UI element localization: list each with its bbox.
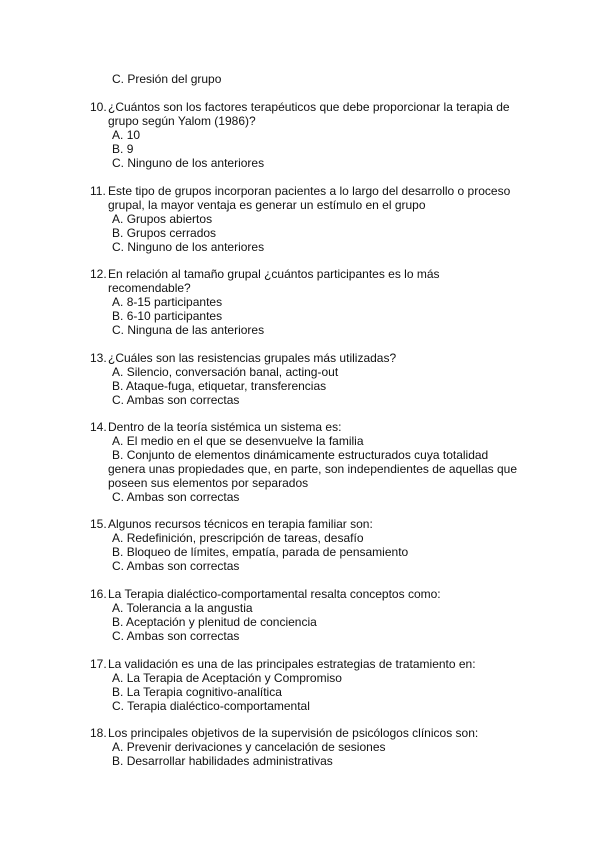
option-a: A. Tolerancia a la angustia	[112, 601, 253, 615]
option-c: C. Ambas son correctas	[112, 393, 240, 407]
option-c: C. Ambas son correctas	[112, 490, 240, 504]
question-13	[90, 351, 530, 407]
option-b: B. 6-10 participantes	[112, 309, 223, 323]
option-text: Presión del grupo	[127, 72, 222, 86]
question-number: 14.	[90, 420, 107, 434]
option-letter: C.	[112, 72, 124, 86]
question-number: 17.	[90, 657, 107, 671]
question-number: 16.	[90, 587, 107, 601]
question-15	[90, 517, 530, 573]
option-b: B. Ataque-fuga, etiquetar, transferencias	[112, 379, 327, 393]
question-stem: ¿Cuáles son las resistencias grupales más utilizadas?	[108, 351, 397, 365]
option-b: B. Bloqueo de límites, empatía, parada de pensamiento	[112, 545, 409, 559]
option-b: B. Conjunto de elementos dinámicamente estructurados cuya totalidad genera unas propiedades que, en parte, son independientes de aquellas que poseen sus elementos por separados	[108, 448, 517, 490]
option-b: B. Desarrollar habilidades administrativas	[112, 754, 333, 768]
option-a: A. Redefinición, prescripción de tareas, desafío	[112, 531, 364, 545]
option-c: C. Ambas son correctas	[112, 629, 240, 643]
question-16	[90, 587, 530, 643]
question-stem: La validación es una de las principales estrategias de tratamiento en:	[108, 657, 476, 671]
question-stem: Los principales objetivos de la supervisión de psicólogos clínicos son:	[108, 726, 479, 740]
question-number: 12.	[90, 267, 107, 281]
option-c: C. Ambas son correctas	[112, 559, 240, 573]
option-c: C. Terapia dialéctico-comportamental	[112, 699, 310, 713]
option-a: A. Grupos abiertos	[112, 212, 213, 226]
question-stem: Algunos recursos técnicos en terapia familiar son:	[108, 517, 373, 531]
option-b: B. Aceptación y plenitud de conciencia	[112, 615, 317, 629]
option-b: B. La Terapia cognitivo-analítica	[112, 685, 282, 699]
question-number: 18.	[90, 726, 107, 740]
question-stem: ¿Cuántos son los factores terapéuticos que debe proporcionar la terapia de grupo según Yalom (1986)?	[108, 100, 510, 128]
question-11	[90, 184, 530, 254]
option-a: A. 10	[112, 128, 141, 142]
question-10	[90, 100, 530, 170]
question-stem: Este tipo de grupos incorporan pacientes a lo largo del desarrollo o proceso grupal, la mayor ventaja es generar un estímulo en el grupo	[108, 184, 511, 212]
question-number: 13.	[90, 351, 107, 365]
question-18	[90, 726, 530, 768]
option-c: C. Ninguno de los anteriores	[112, 240, 265, 254]
option-c: C. Ninguno de los anteriores	[112, 156, 265, 170]
question-17	[90, 657, 530, 713]
question-stem: Dentro de la teoría sistémica un sistema es:	[108, 420, 342, 434]
option-a: A. El medio en el que se desenvuelve la familia	[112, 434, 364, 448]
option-b: B. 9	[112, 142, 134, 156]
question-14	[90, 420, 530, 504]
question-stem: La Terapia dialéctico-comportamental resalta conceptos como:	[108, 587, 441, 601]
option-a: A. Prevenir derivaciones y cancelación de sesiones	[112, 740, 386, 754]
question-12	[90, 267, 530, 337]
option-a: A. Silencio, conversación banal, acting-out	[112, 365, 339, 379]
question-number: 11.	[90, 184, 106, 198]
carryover-option	[112, 72, 221, 86]
option-a: A. La Terapia de Aceptación y Compromiso	[112, 671, 342, 685]
question-number: 15.	[90, 517, 107, 531]
option-b: B. Grupos cerrados	[112, 226, 217, 240]
option-c: C. Ninguna de las anteriores	[112, 323, 265, 337]
question-stem: En relación al tamaño grupal ¿cuántos participantes es lo más recomendable?	[108, 267, 440, 295]
question-number: 10.	[90, 100, 107, 114]
option-a: A. 8-15 participantes	[112, 295, 223, 309]
